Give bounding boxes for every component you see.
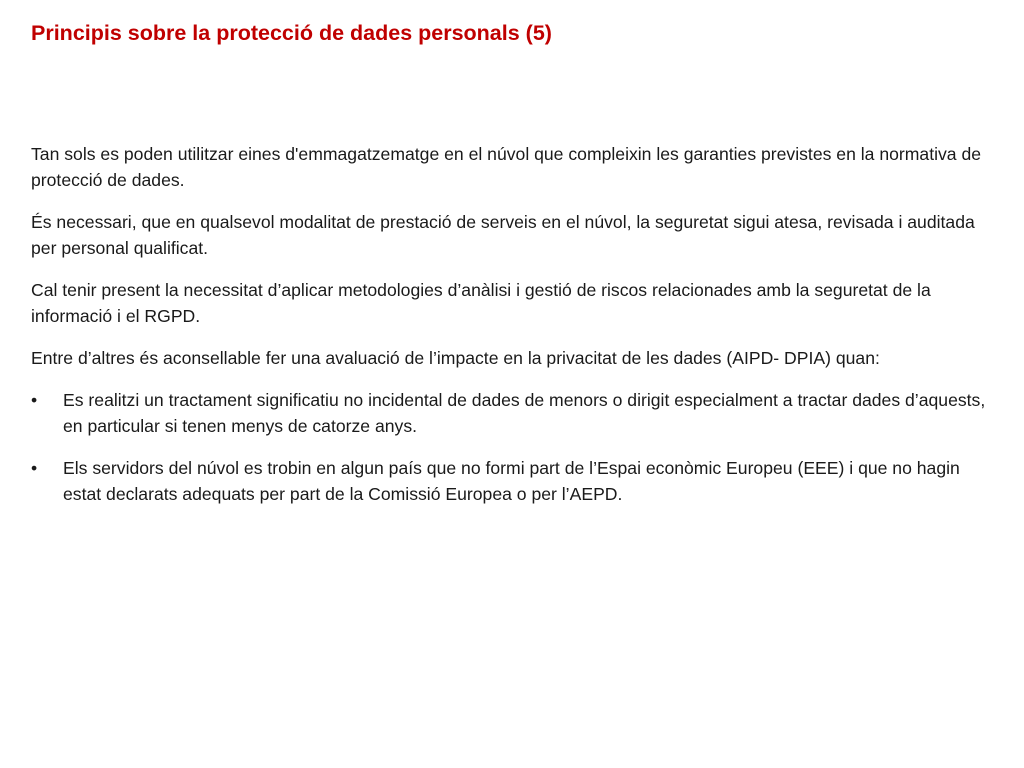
bullet-list (31, 387, 991, 507)
bullet-text: Els servidors del núvol es trobin en algun país que no formi part de l’Espai econòmic Europeu (EEE) i que no hagin estat declarats adequats per part de la Comissió Europea o per l’AEPD. (63, 458, 960, 504)
bullet-icon: • (31, 390, 38, 410)
bullet-text: Es realitzi un tractament significatiu no incidental de dades de menors o dirigit especialment a tractar dades d’aquests, en particular si tenen menys de catorze anys. (63, 390, 986, 436)
paragraph-security-audit: És necessari, que en qualsevol modalitat de prestació de serveis en el núvol, la seguretat sigui atesa, revisada i auditada per personal qualificat. (31, 212, 975, 258)
bullet-item-minors (31, 387, 991, 439)
slide-title: Principis sobre la protecció de dades personals (5) (31, 21, 552, 45)
paragraph-dpia-intro: Entre d’altres és aconsellable fer una avaluació de l’impacte en la privacitat de les dades (AIPD- DPIA) quan: (31, 348, 880, 368)
slide-body (31, 141, 991, 523)
bullet-icon: • (31, 458, 38, 478)
paragraph-cloud-tools: Tan sols es poden utilitzar eines d'emmagatzematge en el núvol que compleixin les garanties previstes en la normativa de protecció de dades. (31, 144, 982, 190)
paragraph-risk-methodologies: Cal tenir present la necessitat d’aplicar metodologies d’anàlisi i gestió de riscos relacionades amb la seguretat de la informació i el RGPD. (31, 280, 931, 326)
bullet-item-servers-outside-eee (31, 455, 991, 507)
